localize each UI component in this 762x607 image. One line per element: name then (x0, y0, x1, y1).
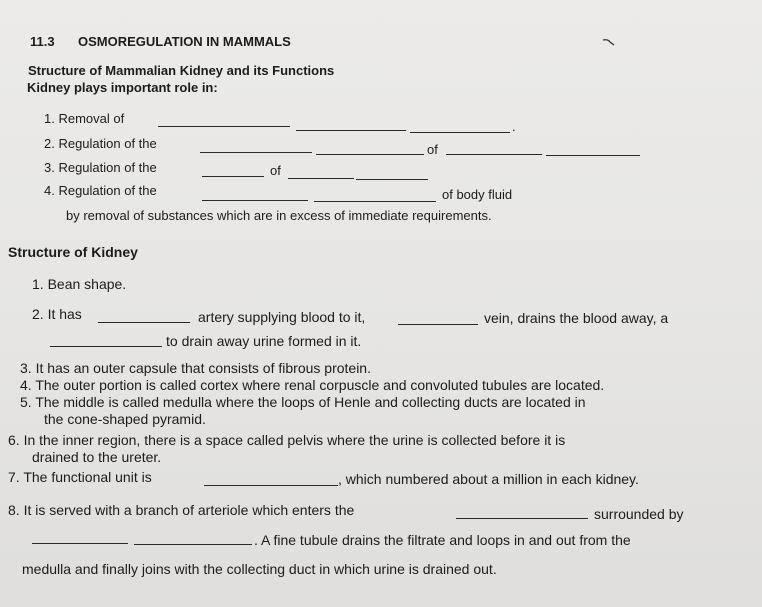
role-item-1: 1. Removal of (44, 111, 125, 126)
blank-3c (356, 179, 428, 180)
blank-functional-unit (204, 485, 338, 486)
blank-glomerulus (456, 518, 588, 519)
point-4: 4. The outer portion is called cortex where renal corpuscle and convoluted tubules are located. (20, 377, 605, 393)
role-item-4-continued: by removal of substances which are in excess of immediate requirements. (66, 208, 492, 223)
blank-artery (98, 322, 190, 323)
blank-4b (314, 201, 436, 202)
point-3: 3. It has an outer capsule that consists of fibrous protein. (20, 360, 371, 376)
role-item-2: 2. Regulation of the (44, 136, 157, 151)
role-item-4-end: of body fluid (442, 187, 513, 202)
point-2d: to drain away urine formed in it. (166, 333, 362, 349)
blank-vein (398, 324, 478, 325)
structure-title: Structure of Kidney (8, 244, 138, 260)
role-item-3: 3. Regulation of the (44, 160, 157, 175)
point-7a: 7. The functional unit is (8, 469, 152, 485)
blank-3a (202, 176, 264, 177)
point-8a: 8. It is served with a branch of arteriole which enters the (8, 502, 355, 518)
point-8d: medulla and finally joins with the collecting duct in which urine is drained out. (22, 561, 497, 577)
blank-2a (200, 152, 312, 153)
role-item-1-end: . (512, 119, 516, 134)
pen-mark-icon (602, 38, 616, 46)
subtitle: Structure of Mammalian Kidney and its Functions (28, 63, 335, 78)
point-5b: the cone-shaped pyramid. (44, 411, 206, 427)
blank-capsule-a (32, 543, 128, 544)
section-title: OSMOREGULATION IN MAMMALS (78, 34, 291, 49)
blank-1b (296, 130, 406, 131)
point-7b: , which numbered about a million in each kidney. (338, 471, 639, 487)
point-2c: vein, drains the blood away, a (484, 310, 669, 326)
blank-2b (316, 154, 424, 155)
blank-2d (546, 155, 640, 156)
point-1: 1. Bean shape. (32, 276, 127, 292)
point-6a: 6. In the inner region, there is a space called pelvis where the urine is collected before it is (8, 432, 566, 448)
point-8b: surrounded by (594, 506, 684, 522)
blank-2c (446, 154, 542, 155)
section-number: 11.3 (30, 34, 55, 49)
point-8c: . A fine tubule drains the filtrate and loops in and out from the (254, 532, 631, 548)
intro-text: Kidney plays important role in: (27, 80, 218, 95)
blank-ureter (50, 346, 162, 347)
blank-1c (410, 132, 510, 133)
blank-3b (288, 178, 354, 179)
blank-4a (202, 200, 308, 201)
point-6b: drained to the ureter. (32, 449, 162, 465)
blank-capsule-b (134, 544, 252, 545)
blank-1a (158, 126, 290, 127)
role-item-4: 4. Regulation of the (44, 183, 157, 198)
point-2a: 2. It has (32, 306, 82, 322)
role-item-3-of: of (270, 163, 281, 178)
role-item-2-of: of (427, 142, 438, 157)
point-5a: 5. The middle is called medulla where the loops of Henle and collecting ducts are located in (20, 394, 586, 410)
point-2b: artery supplying blood to it, (198, 309, 366, 325)
